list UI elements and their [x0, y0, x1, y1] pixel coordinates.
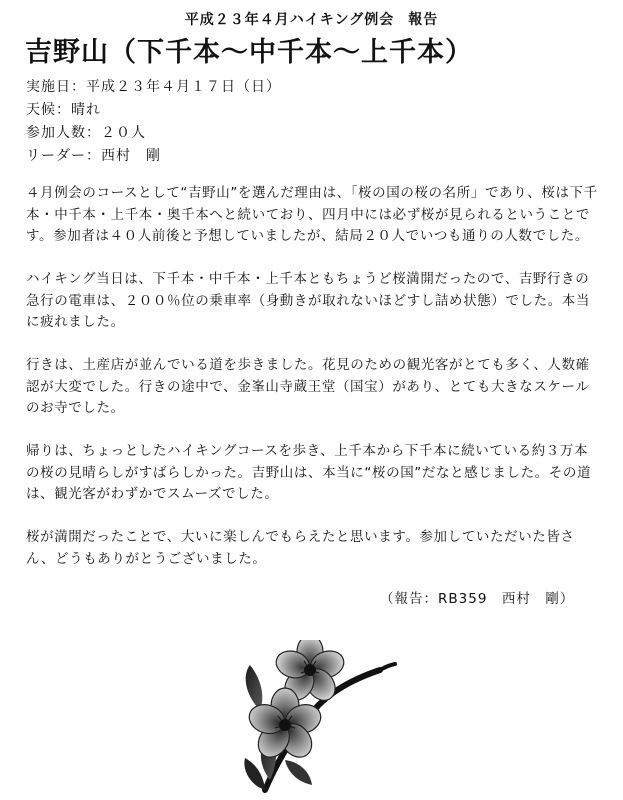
report-body	[26, 183, 601, 592]
report-signature: （報告：RB359 西村 剛）	[380, 591, 575, 607]
paragraph-outbound: 行きは、土産店が並んでいる道を歩きました。花見のための観光客がとても多く、人数確認が大変でした。行きの途中で、金峯山寺蔵王堂（国宝）があり、とても大きなスケールのお寺でした。	[26, 357, 590, 416]
info-weather: 天候：晴れ	[26, 102, 101, 118]
page-title: 吉野山（下千本〜中千本〜上千本）	[25, 37, 473, 68]
paragraph-closing: 桜が満開だったことで、大いに楽しんでもらえたと思います。参加していただいた皆さん、どうもありがとうございました。	[26, 529, 575, 567]
paragraph-hike-day: ハイキング当日は、下千本・中千本・上千本ともちょうど桜満開だったので、吉野行きの急行の電車は、２００％位の乗車率（身動きが取れないほどすし詰め状態）でした。本当に疲れました。	[26, 271, 590, 330]
paragraph-return: 帰りは、ちょっとしたハイキングコースを歩き、上千本から下千本に続いている約３万本の桜の見晴らしがすばらしかった。吉野山は、本当に“桜の国”だなと感じました。その道は、観光客がわずかでスムーズでした。	[26, 443, 592, 502]
paragraph-reason: ４月例会のコースとして“吉野山”を選んだ理由は、「桜の国の桜の名所」であり、桜は下千本・中千本・上千本・奥千本へと続いており、四月中には必ず桜が見られるということです。参加者は４０人前後と予想していましたが、結局２０人でいつも通りの人数でした。	[26, 185, 598, 244]
report-header	[0, 9, 623, 29]
info-leader: リーダー：西村 剛	[26, 148, 161, 164]
info-date: 実施日：平成２３年４月１７日（日）	[26, 79, 281, 95]
info-participants: 参加人数：２０人	[26, 125, 146, 141]
event-info	[26, 76, 281, 168]
cherry-blossom-icon	[230, 640, 400, 795]
header-event: 平成２３年４月ハイキング例会	[184, 12, 395, 28]
header-report-label: 報告	[408, 12, 439, 28]
